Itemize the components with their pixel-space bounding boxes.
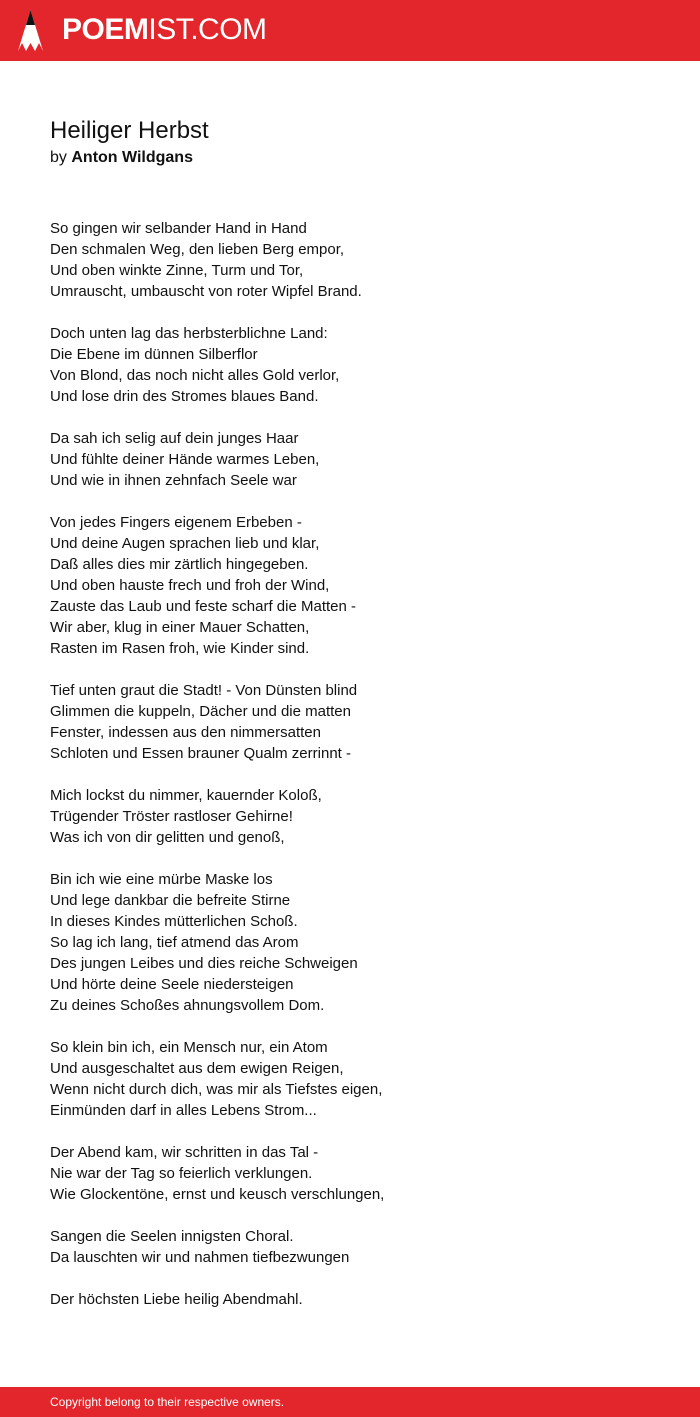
poem-line: Tief unten graut die Stadt! - Von Dünsten blind	[50, 682, 358, 699]
poem-line: Von jedes Fingers eigenem Erbeben -	[50, 514, 302, 531]
poem-line: In dieses Kindes mütterlichen Schoß.	[50, 913, 298, 930]
poem-stanza	[50, 1037, 650, 1121]
poem-line: Wenn nicht durch dich, was mir als Tiefstes eigen,	[50, 1081, 383, 1098]
poem-line: Der Abend kam, wir schritten in das Tal -	[50, 1144, 319, 1161]
poem-line: Da lauschten wir und nahmen tiefbezwungen	[50, 1249, 350, 1266]
poem-line: Und fühlte deiner Hände warmes Leben,	[50, 451, 320, 468]
poem-body	[50, 218, 650, 1331]
author-name: Anton Wildgans	[71, 149, 193, 166]
brand-name-light: IST.COM	[148, 13, 267, 46]
poem-line: Und lege dankbar die befreite Stirne	[50, 892, 291, 909]
poem-stanza	[50, 323, 650, 407]
poem-line: Und deine Augen sprachen lieb und klar,	[50, 535, 320, 552]
poem-line: Von Blond, das noch nicht alles Gold verlor,	[50, 367, 340, 384]
poem-stanza	[50, 1226, 650, 1268]
poem-stanza	[50, 680, 650, 764]
poem-line: Zu deines Schoßes ahnungsvollem Dom.	[50, 997, 325, 1014]
poem-line: Sangen die Seelen innigsten Choral.	[50, 1228, 294, 1245]
poem-line: Die Ebene im dünnen Silberflor	[50, 346, 258, 363]
by-label: by	[50, 149, 67, 166]
site-header	[0, 0, 700, 61]
brand-name-bold: POEM	[62, 13, 149, 46]
poem-line: Und ausgeschaltet aus dem ewigen Reigen,	[50, 1060, 344, 1077]
poem-heading	[50, 116, 650, 169]
byline	[50, 147, 650, 169]
poem-line: Des jungen Leibes und dies reiche Schweigen	[50, 955, 358, 972]
poem-line: So lag ich lang, tief atmend das Arom	[50, 934, 299, 951]
poem-line: Einmünden darf in alles Lebens Strom...	[50, 1102, 317, 1119]
poem-title: Heiliger Herbst	[50, 117, 209, 144]
poem-line: Bin ich wie eine mürbe Maske los	[50, 871, 273, 888]
poem-line: Glimmen die kuppeln, Dächer und die matten	[50, 703, 351, 720]
poem-line: Doch unten lag das herbsterblichne Land:	[50, 325, 328, 342]
poem-line: So gingen wir selbander Hand in Hand	[50, 220, 307, 237]
poem-line: Umrauscht, umbauscht von roter Wipfel Brand.	[50, 283, 362, 300]
poem-line: Und oben hauste frech und froh der Wind,	[50, 577, 330, 594]
poem-line: Und oben winkte Zinne, Turm und Tor,	[50, 262, 304, 279]
copyright-text: Copyright belong to their respective owners.	[50, 1395, 285, 1409]
poem-line: Fenster, indessen aus den nimmersatten	[50, 724, 321, 741]
poem-line: Wir aber, klug in einer Mauer Schatten,	[50, 619, 310, 636]
poem-line: Nie war der Tag so feierlich verklungen.	[50, 1165, 313, 1182]
poem-line: Und hörte deine Seele niedersteigen	[50, 976, 294, 993]
site-logo-link[interactable]	[62, 12, 267, 48]
site-footer	[0, 1387, 700, 1417]
poem-line: Und lose drin des Stromes blaues Band.	[50, 388, 319, 405]
poem-line: Rasten im Rasen froh, wie Kinder sind.	[50, 640, 310, 657]
poem-stanza	[50, 428, 650, 491]
poem-line: Da sah ich selig auf dein junges Haar	[50, 430, 299, 447]
poem-stanza	[50, 218, 650, 302]
poem-stanza	[50, 1142, 650, 1205]
poem-line: Der höchsten Liebe heilig Abendmahl.	[50, 1291, 303, 1308]
poem-line: Schloten und Essen brauner Qualm zerrinnt -	[50, 745, 351, 762]
poem-stanza	[50, 512, 650, 659]
pencil-tip-icon[interactable]	[18, 10, 43, 51]
poem-line: Und wie in ihnen zehnfach Seele war	[50, 472, 297, 489]
poem-stanza	[50, 785, 650, 848]
poem-line: Mich lockst du nimmer, kauernder Koloß,	[50, 787, 322, 804]
poem-line: Wie Glockentöne, ernst und keusch verschlungen,	[50, 1186, 385, 1203]
poem-line: Daß alles dies mir zärtlich hingegeben.	[50, 556, 309, 573]
poem-line: Trügender Tröster rastloser Gehirne!	[50, 808, 293, 825]
poem-stanza	[50, 1289, 650, 1310]
poem-line: Was ich von dir gelitten und genoß,	[50, 829, 285, 846]
poem-line: Zauste das Laub und feste scharf die Matten -	[50, 598, 357, 615]
poem-line: Den schmalen Weg, den lieben Berg empor,	[50, 241, 345, 258]
poem-stanza	[50, 869, 650, 1016]
poem-line: So klein bin ich, ein Mensch nur, ein Atom	[50, 1039, 328, 1056]
